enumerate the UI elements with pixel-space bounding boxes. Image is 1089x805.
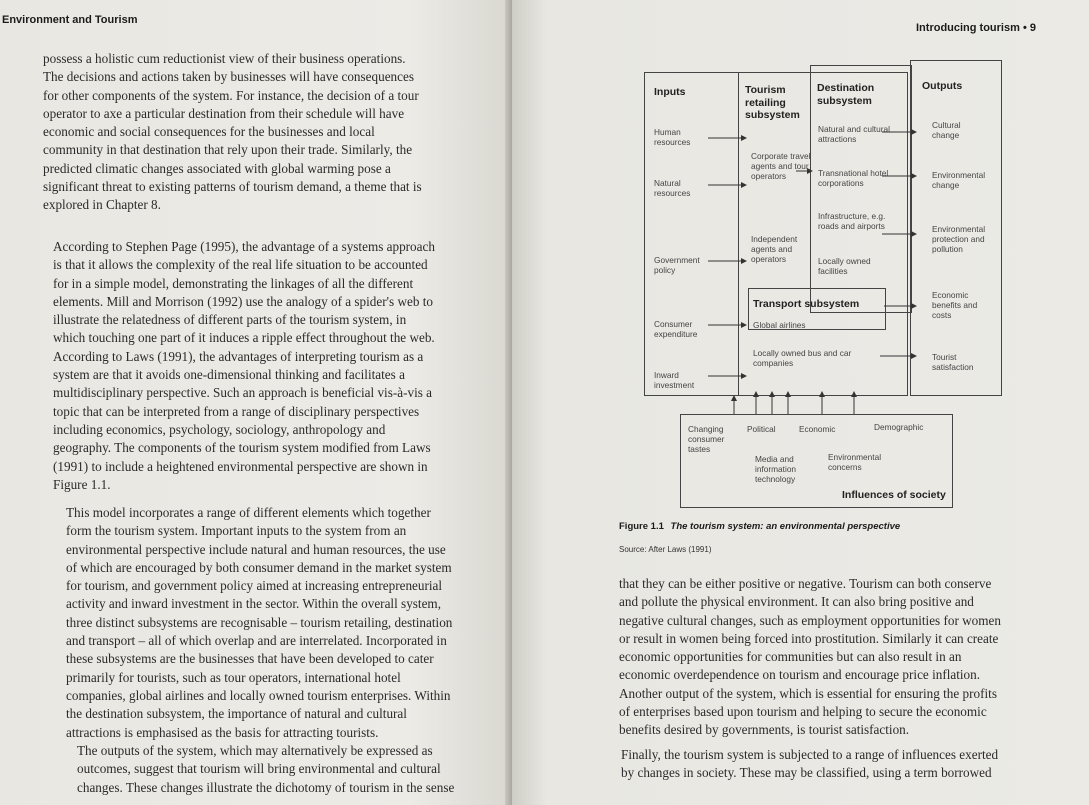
- text-line: benefits desired by governments, is tourist satisfaction.: [619, 722, 910, 738]
- text-line: of enterprises based upon tourism and helping to secure the economic: [619, 704, 987, 720]
- running-head-right: Introducing tourism • 9: [916, 22, 1036, 34]
- society-media-technology: Media and information technology: [755, 454, 797, 484]
- text-line: predicted climatic changes associated with global warming pose a: [43, 160, 391, 176]
- text-line: negative cultural changes, such as employment opportunities for women: [619, 612, 1001, 628]
- output-tourist-satisfaction: Tourist satisfaction: [932, 352, 974, 372]
- text-line: and transport – all of which overlap and are interrelated. Incorporated in: [66, 633, 447, 649]
- left-paragraph-2: [53, 238, 435, 494]
- text-line: According to Laws (1991), the advantages of interpreting tourism as a: [53, 348, 424, 364]
- society-political: Political: [747, 424, 776, 434]
- left-page: [0, 0, 512, 805]
- text-line: three distinct subsystems are recognisable – tourism retailing, destination: [66, 614, 453, 630]
- text-line: operator to axe a particular destination from their schedule will have: [43, 105, 405, 121]
- text-line: or result in women being forced into prostitution. Similarly it can create: [619, 630, 999, 646]
- text-line: Another output of the system, which is essential for ensuring the profits: [619, 685, 997, 701]
- text-line: the destination subsystem, the importance of natural and cultural: [66, 706, 407, 722]
- left-paragraph-4: [77, 742, 454, 797]
- retailing-corporate: Corporate travel agents and tour operators: [751, 151, 811, 181]
- retailing-independent: Independent agents and operators: [751, 234, 798, 264]
- text-line: community in that destination that rely upon their trade. Similarly, the: [43, 142, 413, 158]
- outputs-title: Outputs: [922, 80, 963, 92]
- figure-title: The tourism system: an environmental perspective: [670, 521, 901, 532]
- society-economic: Economic: [799, 424, 836, 434]
- text-line: multidisciplinary perspective. Such an approach is beneficial vis-à-vis a: [53, 385, 433, 401]
- destination-attractions: Natural and cultural attractions: [818, 124, 890, 144]
- society-environmental-concerns: Environmental concerns: [828, 452, 882, 472]
- destination-infrastructure: Infrastructure, e.g. roads and airports: [818, 211, 886, 231]
- destination-title: Destination subsystem: [817, 82, 875, 107]
- text-line: environmental perspective include natural and human resources, the use: [66, 541, 446, 557]
- text-line: and pollute the physical environment. It can also bring positive and: [619, 594, 974, 610]
- text-line: these subsystems are the businesses that have been developed to cater: [66, 651, 434, 667]
- text-line: primarily for tourists, such as tour operators, international hotel: [66, 669, 401, 685]
- text-line: activity and inward investment in the sector. Within the overall system,: [66, 596, 441, 612]
- retailing-title: Tourism retailing subsystem: [745, 84, 800, 121]
- figure-source: Source: After Laws (1991): [619, 545, 712, 554]
- transport-global-airlines: Global airlines: [753, 320, 806, 330]
- text-line: that they can be either positive or negative. Tourism can both conserve: [619, 576, 992, 591]
- destination-hotels: Transnational hotel corporations: [818, 168, 889, 188]
- right-paragraph-1: [619, 575, 1001, 740]
- running-head-left: Environment and Tourism: [2, 14, 138, 26]
- text-line: changes. These changes illustrate the dichotomy of tourism in the sense: [77, 779, 455, 795]
- text-line: for tourism, and government policy aimed at increasing entrepreneurial: [66, 578, 443, 594]
- input-consumer-expenditure: Consumer expenditure: [654, 319, 698, 339]
- right-paragraph-2: [621, 746, 998, 783]
- input-human-resources: Human resources: [654, 127, 691, 147]
- text-line: The decisions and actions taken by businesses will have consequences: [43, 69, 414, 85]
- text-line: The outputs of the system, which may alternatively be expressed as: [77, 743, 433, 758]
- input-inward-investment: Inward investment: [654, 370, 695, 390]
- right-page: [512, 0, 1089, 805]
- text-line: significant threat to existing patterns of tourism demand, a theme that is: [43, 179, 422, 195]
- figure-caption: [619, 521, 900, 532]
- output-environmental-change: Environmental change: [932, 170, 986, 190]
- text-line: for other components of the system. For instance, the decision of a tour: [43, 87, 419, 103]
- text-line: geography. The components of the tourism system modified from Laws: [53, 440, 431, 456]
- text-line: is that it allows the complexity of the real life situation to be accounted: [53, 257, 428, 273]
- text-line: elements. Mill and Morrison (1992) use the analogy of a spider's web to: [53, 293, 433, 309]
- text-line: explored in Chapter 8.: [43, 197, 161, 213]
- text-line: economic overdependence on tourism and encourage price inflation.: [619, 667, 981, 683]
- left-paragraph-3: [66, 504, 452, 742]
- left-paragraph-1: [43, 50, 422, 215]
- figure-number: Figure 1.1: [619, 521, 664, 532]
- text-line: This model incorporates a range of different elements which together: [66, 505, 431, 520]
- destination-local-facilities: Locally owned facilities: [818, 256, 871, 276]
- text-line: According to Stephen Page (1995), the advantage of a systems approach: [53, 239, 435, 254]
- output-cultural-change: Cultural change: [932, 120, 961, 140]
- output-environmental-protection: Environmental protection and pollution: [932, 224, 986, 254]
- input-government-policy: Government policy: [654, 255, 700, 275]
- inputs-title: Inputs: [654, 86, 686, 98]
- text-line: attractions is emphasised as the basis for attracting tourists.: [66, 724, 379, 740]
- transport-title: Transport subsystem: [753, 298, 860, 310]
- text-line: topic that can be interpreted from a range of disciplinary perspectives: [53, 403, 420, 419]
- input-natural-resources: Natural resources: [654, 178, 691, 198]
- text-line: illustrate the relatedness of different parts of the tourism system, in: [53, 312, 407, 328]
- text-line: economic opportunities for communities but can also result in an: [619, 649, 962, 665]
- text-line: which touching one part of it induces a ripple effect throughout the web.: [53, 330, 435, 346]
- text-line: of which are encouraged by both consumer demand in the market system: [66, 559, 452, 575]
- text-line: companies, global airlines and locally owned tourism enterprises. Within: [66, 687, 451, 703]
- text-line: Finally, the tourism system is subjected to a range of influences exerted: [621, 747, 999, 762]
- society-consumer-tastes: Changing consumer tastes: [688, 424, 725, 454]
- text-line: economic and social consequences for the businesses and local: [43, 124, 375, 140]
- text-line: form the tourism system. Important inputs to the system from an: [66, 523, 407, 539]
- text-line: system are that it avoids one-dimensional thinking and facilitates a: [53, 367, 405, 383]
- text-line: Figure 1.1.: [53, 476, 111, 492]
- output-economic-benefits: Economic benefits and costs: [932, 290, 978, 320]
- text-line: including economics, psychology, sociology, anthropology and: [53, 421, 386, 437]
- text-line: for in a simple model, demonstrating the linkages of all the different: [53, 275, 414, 291]
- society-demographic: Demographic: [874, 422, 924, 432]
- society-title: Influences of society: [842, 489, 946, 501]
- text-line: (1991) to include a heightened environmental perspective are shown in: [53, 458, 428, 474]
- text-line: outcomes, suggest that tourism will bring environmental and cultural: [77, 761, 441, 777]
- transport-local-bus: Locally owned bus and car companies: [753, 348, 852, 368]
- text-line: by changes in society. These may be classified, using a term borrowed: [621, 765, 992, 781]
- text-line: possess a holistic cum reductionist view of their business operations.: [43, 51, 406, 66]
